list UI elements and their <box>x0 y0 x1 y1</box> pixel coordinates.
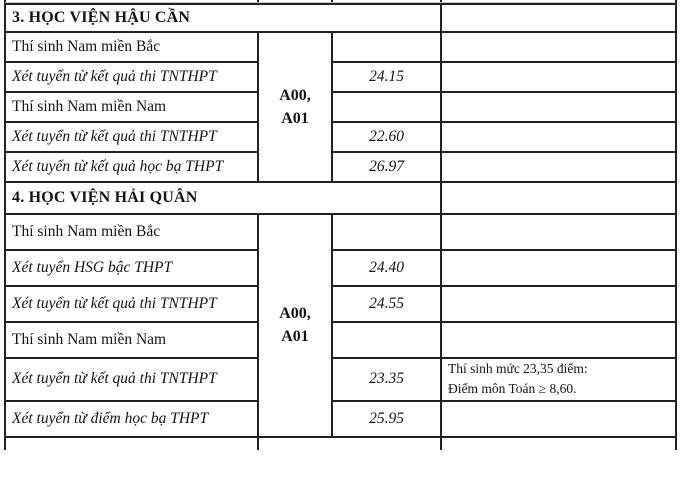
note-cell <box>441 152 676 182</box>
candidate-group-label: Thí sinh Nam miền Nam <box>5 322 258 358</box>
note-cell <box>441 358 676 401</box>
admission-scores-table <box>4 0 677 450</box>
partial-cell <box>5 437 258 450</box>
note-line: Thí sinh mức 23,35 điểm: <box>448 361 588 376</box>
score-cell <box>332 92 441 122</box>
section-3-header: 3. HỌC VIỆN HẬU CẦN <box>5 4 441 32</box>
exam-group-line: A01 <box>281 110 309 127</box>
score-cell: 22.60 <box>332 122 441 152</box>
admission-method-label: Xét tuyển từ điểm học bạ THPT <box>5 401 258 437</box>
note-cell <box>441 92 676 122</box>
score-cell: 25.95 <box>332 401 441 437</box>
exam-group-line: A01 <box>281 328 309 346</box>
score-cell: 24.40 <box>332 250 441 286</box>
note-cell-empty <box>441 182 676 214</box>
candidate-group-label: Thí sinh Nam miền Bắc <box>5 214 258 250</box>
admission-method-label: Xét tuyển từ kết quả thi TNTHPT <box>5 122 258 152</box>
exam-group-code-cell <box>258 214 332 437</box>
exam-group-line: A00, <box>279 305 311 323</box>
table-row <box>5 62 676 92</box>
score-cell: 24.15 <box>332 62 441 92</box>
section-header-row <box>5 4 676 32</box>
note-cell <box>441 286 676 322</box>
score-cell <box>332 32 441 62</box>
admission-method-label: Xét tuyển HSG bậc THPT <box>5 250 258 286</box>
admission-method-label: Xét tuyển từ kết quả thi TNTHPT <box>5 358 258 401</box>
table-row <box>5 122 676 152</box>
table-row <box>5 32 676 62</box>
note-line: Điểm môn Toán ≥ 8,60. <box>448 381 577 397</box>
table-row <box>5 214 676 250</box>
exam-group-line: A00, <box>279 86 311 104</box>
table-row <box>5 401 676 437</box>
score-cell <box>332 322 441 358</box>
note-cell-empty <box>441 4 676 32</box>
score-cell <box>332 214 441 250</box>
note-cell <box>441 214 676 250</box>
exam-group-code-cell <box>258 32 332 182</box>
partial-cell <box>258 437 441 450</box>
admission-method-label: Xét tuyển từ kết quả thi TNTHPT <box>5 286 258 322</box>
admission-method-label: Xét tuyển từ kết quả học bạ THPT <box>5 152 258 182</box>
score-cell: 26.97 <box>332 152 441 182</box>
note-cell <box>441 62 676 92</box>
score-cell: 24.55 <box>332 286 441 322</box>
section-4-header: 4. HỌC VIỆN HẢI QUÂN <box>5 182 441 214</box>
table-row <box>5 358 676 401</box>
partial-cell <box>441 437 676 450</box>
table-row <box>5 250 676 286</box>
note-cell <box>441 250 676 286</box>
top-faint-divider <box>5 2 674 3</box>
candidate-group-label: Thí sinh Nam miền Nam <box>5 92 258 122</box>
section-header-row <box>5 182 676 214</box>
table-row <box>5 92 676 122</box>
admission-method-label: Xét tuyển từ kết quả thi TNTHPT <box>5 62 258 92</box>
score-cell: 23.35 <box>332 358 441 401</box>
note-cell <box>441 122 676 152</box>
table-row <box>5 152 676 182</box>
note-cell <box>441 32 676 62</box>
candidate-group-label: Thí sinh Nam miền Bắc <box>5 32 258 62</box>
note-cell <box>441 401 676 437</box>
partial-row-bottom <box>5 437 676 450</box>
note-cell <box>441 322 676 358</box>
table-row <box>5 322 676 358</box>
table-row <box>5 286 676 322</box>
